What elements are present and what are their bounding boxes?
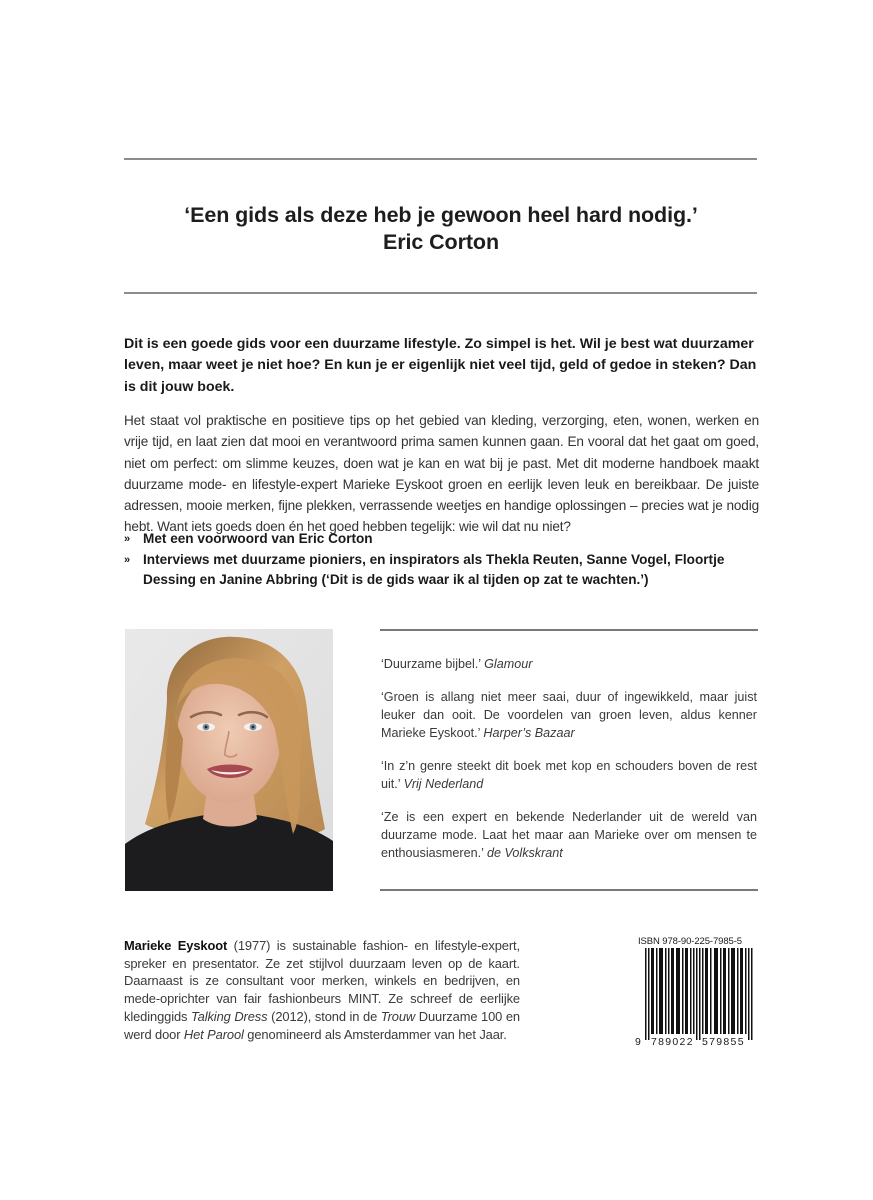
bullet-marker-icon: » [124,553,131,566]
newspaper-name: Trouw [380,1008,416,1024]
bio-text: (1977) is sustainable fashion- en lifestyle-expert, spreker en presentator. Ze zet stijlvol duurzaam leven op de kaart. Daarnaast is ze consultant voor merken, winkels en bedrijven, en mede-oprichter van fair fashionbeurs MINT. Ze schreef de eerlijke kledinggids [124,938,520,1024]
pull-quote-author: Eric Corton [383,230,499,254]
feature-item [124,550,759,591]
pull-quote [124,202,758,256]
review-quote: ‘Ze is een expert en bekende Nederlander uit de wereld van duurzame mode. Laat het maar aan Marieke over om mensen te enthousiasmeren.’ [381,809,757,861]
pull-quote-text: ‘Een gids als deze heb je gewoon heel hard nodig.’ [184,203,698,227]
barcode-lead-digit: 9 [635,1036,643,1048]
barcode-right-digits: 579855 [702,1036,745,1048]
bullet-marker-icon: » [124,533,131,545]
review-quote: ‘Groen is allang niet meer saai, duur of ingewikkeld, maar juist leuker dan ooit. De voordelen van groen leven, aldus kenner Marieke Eyskoot.’ [381,689,757,741]
review-source: Harper’s Bazaar [483,726,575,741]
author-name: Marieke Eyskoot [124,938,228,953]
quote-bottom-divider [124,292,757,294]
review-source: Vrij Nederland [403,777,484,792]
feature-text: Interviews met duurzame pioniers, en inspirators als Thekla Reuten, Sanne Vogel, Floortje Dessing en Janine Abbring (‘Dit is de gids waar ik al tijden op zat te wachten.’) [143,551,725,587]
author-portrait [125,629,333,891]
feature-item [124,529,759,550]
review-quote: ‘Duurzame bijbel.’ [381,657,481,671]
review-item [381,808,757,863]
review-item [381,757,757,793]
book-title: Talking Dress [191,1008,268,1024]
feature-text: Met een voorwoord van Eric Corton [143,531,373,546]
press-reviews [381,655,757,877]
top-divider [124,158,757,160]
intro-paragraph: Dit is een goede gids voor een duurzame lifestyle. Zo simpel is het. Wil je best wat duurzamer leven, maar weet je niet hoe? En kun je er eigenlijk niet veel tijd, geld of gedoe in steken? Dan is dit jouw boek. [124,336,757,395]
feature-list [124,529,759,591]
body-paragraph: Het staat vol praktische en positieve tips op het gebied van kleding, verzorging, eten, wonen, werken en vrije tijd, en laat zien dat mooi en verantwoord prima samen kunnen gaan. En vooral dat het gaat om goed, niet om perfect: om slimme keuzes, doen wat je kan en wat bij je past. Met dit moderne handboek maakt duurzame mode- en lifestyle-expert Marieke Eyskoot groen en eerlijk leven leuk en bereikbaar. De juiste adressen, mooie merken, fijne plekken, verrassende weetjes en handige oplossingen – precies wat je nodig hebt. Want iets goeds doen én het goed hebben tegelijk: wie wil dat nu niet? [124,413,759,535]
bio-text: (2012), stond in de [267,1008,381,1024]
author-bio [124,937,520,1043]
barcode-left-digits: 789022 [651,1036,694,1048]
reviews-bottom-divider [380,889,758,891]
reviews-top-divider [380,629,758,631]
barcode-bars-icon [635,935,759,1050]
isbn-label: ISBN 978-90-225-7985-5 [638,936,742,947]
review-quote: ‘In z’n genre steekt dit boek met kop en schouders boven de rest uit.’ [381,758,757,792]
isbn-barcode [635,935,759,1050]
review-item [381,688,757,743]
bio-text: genomineerd als Amsterdammer van het Jaar. [243,1026,507,1042]
portrait-illustration [125,629,333,891]
review-source: de Volkskrant [486,846,563,861]
bio-text: Duurzame 100 en werd door [124,1008,520,1042]
review-item [381,655,757,673]
newspaper-name: Het Parool [183,1026,244,1042]
review-source: Glamour [484,657,533,671]
